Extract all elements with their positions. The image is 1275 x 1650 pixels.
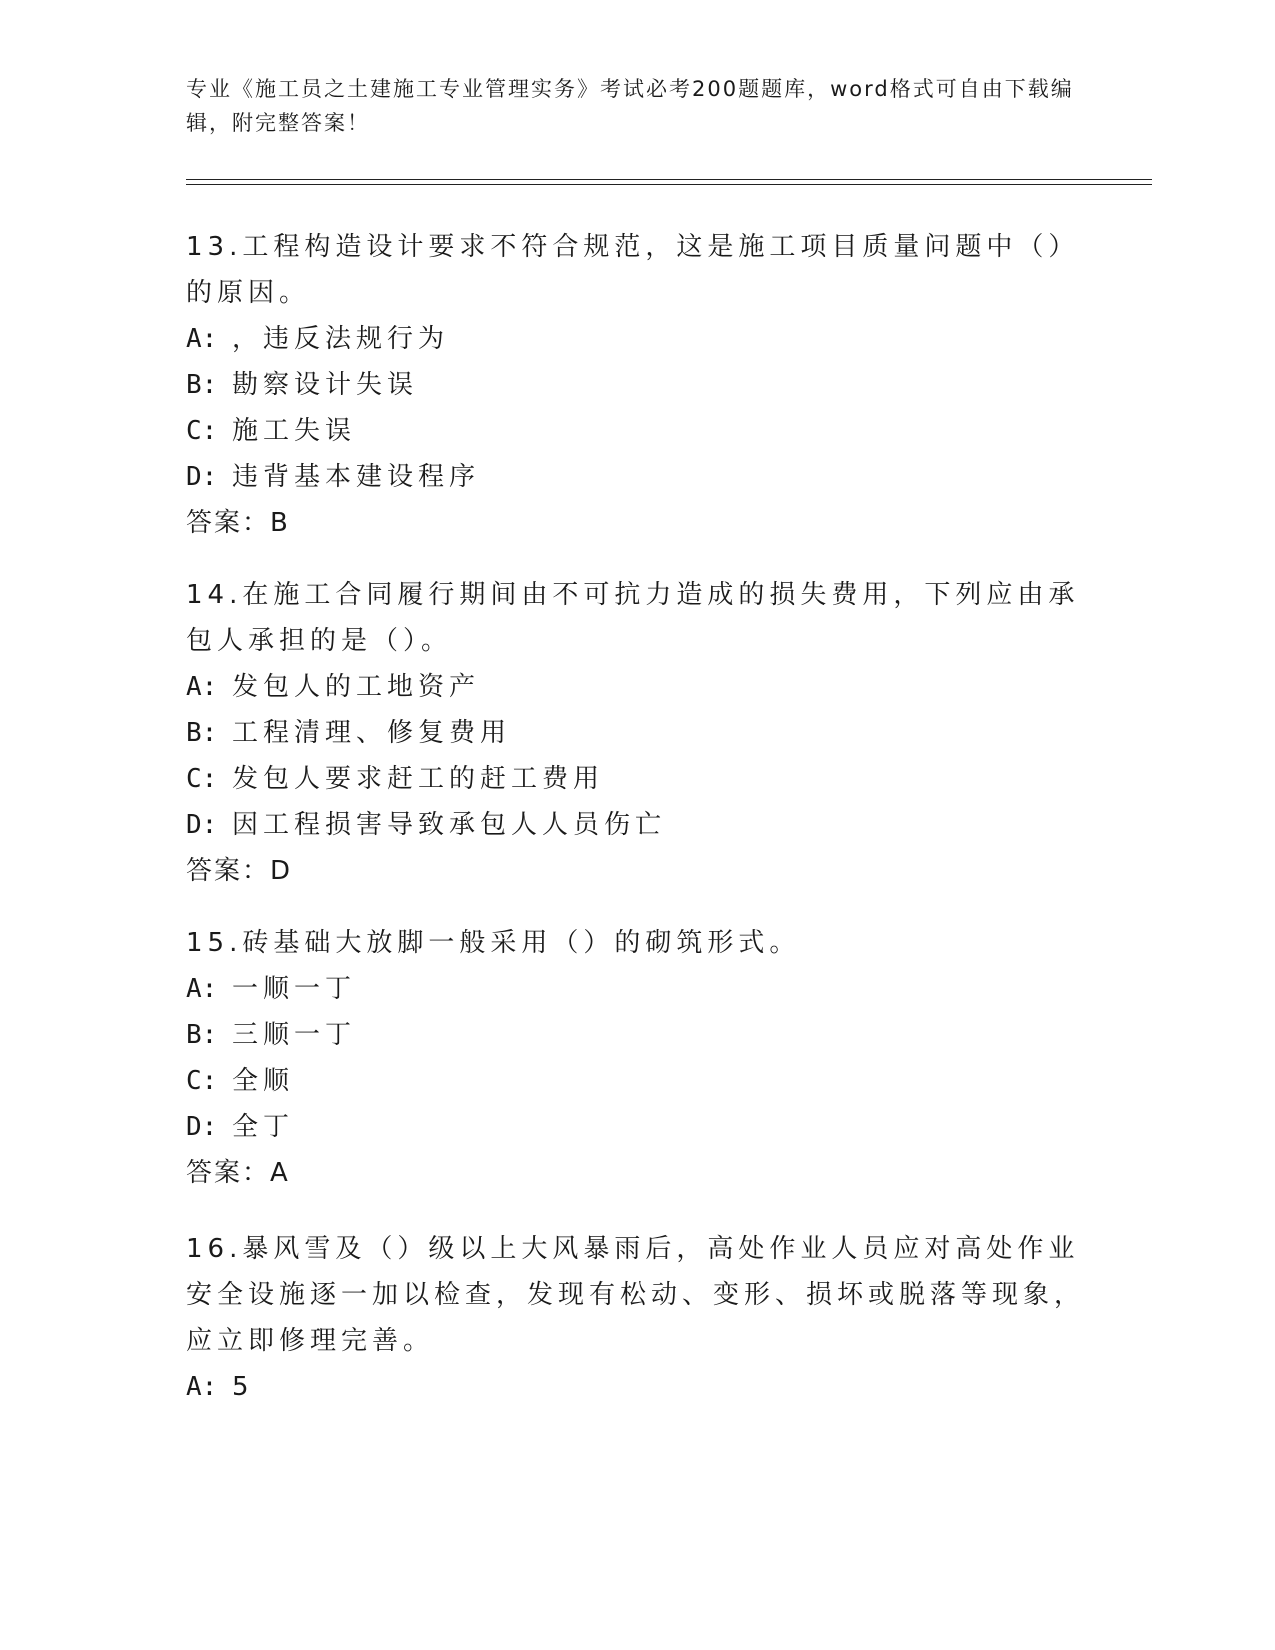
answer-value: A bbox=[270, 1158, 290, 1188]
option-letter: A: bbox=[186, 974, 218, 1004]
option-text: 三顺一丁 bbox=[232, 1020, 357, 1050]
option-letter: B: bbox=[186, 718, 218, 748]
answer-line bbox=[186, 848, 1086, 894]
option-c bbox=[186, 756, 1086, 802]
option-letter: D: bbox=[186, 462, 218, 492]
option-d bbox=[186, 454, 1086, 500]
option-text: ，违反法规行为 bbox=[232, 324, 450, 354]
option-a bbox=[186, 664, 1086, 710]
option-letter: A: bbox=[186, 324, 218, 354]
question-stem: 16.暴风雪及（）级以上大风暴雨后，高处作业人员应对高处作业安全设施逐一加以检查，发现有松动、变形、损坏或脱落等现象，应立即修理完善。 bbox=[186, 1234, 1086, 1356]
option-text: 5 bbox=[232, 1372, 254, 1402]
option-text: 勘察设计失误 bbox=[232, 370, 419, 400]
document-header: 专业《施工员之土建施工专业管理实务》考试必考200题题库，word格式可自由下载编辑，附完整答案！ bbox=[186, 77, 1074, 135]
answer-label: 答案： bbox=[186, 856, 271, 886]
question-15 bbox=[186, 920, 1086, 1196]
question-stem: 13.工程构造设计要求不符合规范，这是施工项目质量问题中（）的原因。 bbox=[186, 232, 1080, 308]
option-letter: D: bbox=[186, 1112, 218, 1142]
option-a bbox=[186, 966, 1086, 1012]
option-c bbox=[186, 1058, 1086, 1104]
option-letter: B: bbox=[186, 1020, 218, 1050]
option-text: 一顺一丁 bbox=[232, 974, 357, 1004]
option-text: 施工失误 bbox=[232, 416, 357, 446]
option-text: 工程清理、修复费用 bbox=[232, 718, 512, 748]
header-divider-bottom bbox=[186, 184, 1152, 185]
option-text: 违背基本建设程序 bbox=[232, 462, 481, 492]
option-c bbox=[186, 408, 1086, 454]
option-a bbox=[186, 316, 1086, 362]
option-letter: D: bbox=[186, 810, 218, 840]
option-text: 全丁 bbox=[232, 1112, 295, 1142]
answer-value: D bbox=[270, 856, 293, 886]
option-b bbox=[186, 362, 1086, 408]
option-d bbox=[186, 1104, 1086, 1150]
option-letter: A: bbox=[186, 1372, 218, 1402]
answer-label: 答案： bbox=[186, 508, 271, 538]
header-divider-top bbox=[186, 179, 1152, 180]
answer-line bbox=[186, 1150, 1086, 1196]
option-text: 发包人要求赶工的赶工费用 bbox=[232, 764, 605, 794]
option-a bbox=[186, 1364, 1086, 1410]
question-16 bbox=[186, 1226, 1086, 1410]
option-b bbox=[186, 1012, 1086, 1058]
option-text: 因工程损害导致承包人人员伤亡 bbox=[232, 810, 667, 840]
option-letter: A: bbox=[186, 672, 218, 702]
option-text: 全顺 bbox=[232, 1066, 295, 1096]
option-b bbox=[186, 710, 1086, 756]
option-letter: B: bbox=[186, 370, 218, 400]
question-stem: 15.砖基础大放脚一般采用（）的砌筑形式。 bbox=[186, 928, 801, 958]
question-14 bbox=[186, 572, 1086, 894]
answer-value: B bbox=[270, 508, 290, 538]
answer-label: 答案： bbox=[186, 1158, 271, 1188]
option-d bbox=[186, 802, 1086, 848]
option-text: 发包人的工地资产 bbox=[232, 672, 481, 702]
option-letter: C: bbox=[186, 1066, 218, 1096]
question-stem: 14.在施工合同履行期间由不可抗力造成的损失费用，下列应由承包人承担的是（）。 bbox=[186, 580, 1080, 656]
answer-line bbox=[186, 500, 1086, 546]
question-13 bbox=[186, 224, 1086, 546]
option-letter: C: bbox=[186, 416, 218, 446]
option-letter: C: bbox=[186, 764, 218, 794]
